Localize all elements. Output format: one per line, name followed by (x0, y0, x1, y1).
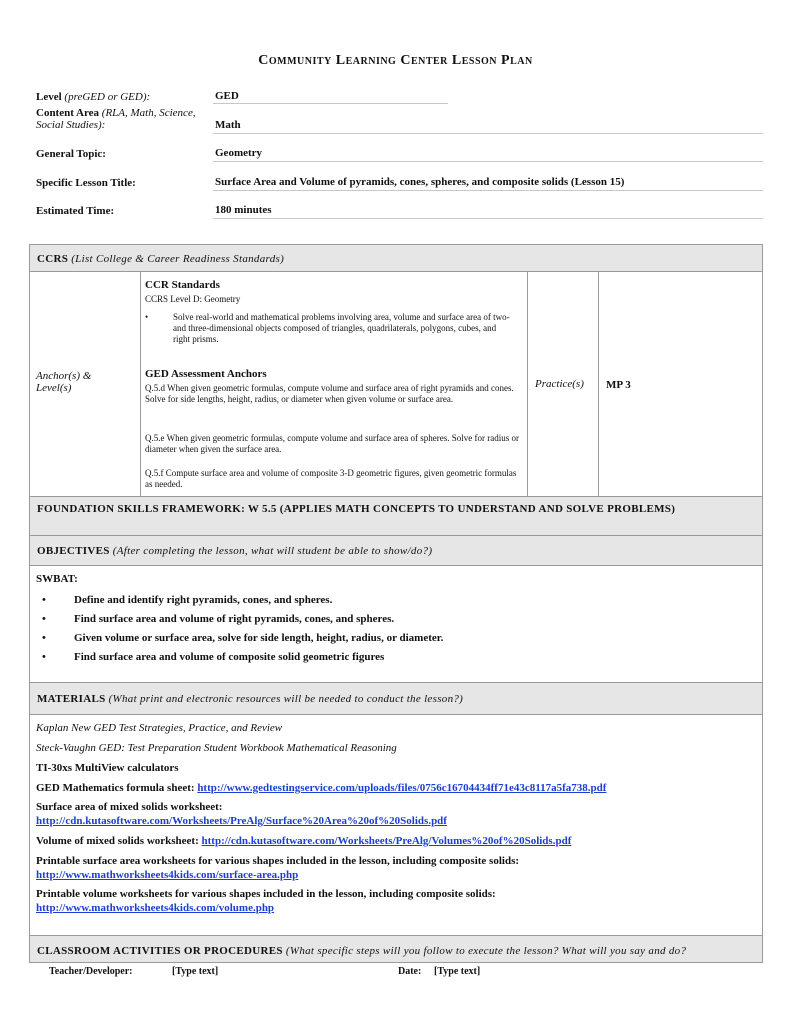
ccr-standards-title: CCR Standards (145, 279, 220, 291)
anchor-label: Anchor(s) & Level(s) (36, 370, 92, 394)
material-kaplan: Kaplan New GED Test Strategies, Practice, and Review (36, 722, 283, 734)
lesson-title-label: Specific Lesson Title: (36, 177, 136, 189)
ccrs-heading: CCRS (List College & Career Readiness Standards) (29, 244, 763, 272)
teacher-label: Teacher/Developer: (49, 966, 133, 977)
swbat-label: SWBAT: (36, 573, 78, 585)
volume-worksheet-link[interactable]: http://cdn.kutasoftware.com/Worksheets/PreAlg/Volumes%20of%20Solids.pdf (201, 835, 572, 847)
printable-sa-link-row (36, 869, 298, 882)
standards-cell (140, 271, 528, 497)
classroom-heading: CLASSROOM ACTIVITIES OR PROCEDURES (What specific steps will you follow to execute the lesson? What will you say and do? (29, 935, 763, 963)
time-value: 180 minutes (215, 204, 272, 216)
level-label: Level (preGED or GED): (36, 91, 151, 103)
printable-surface-area-link[interactable]: http://www.mathworksheets4kids.com/surface-area.php (36, 869, 299, 881)
practice-label: Practice(s) (535, 378, 584, 390)
date-value: [Type text] (434, 966, 481, 977)
content-area-value: Math (215, 119, 241, 131)
foundation-skills: FOUNDATION SKILLS FRAMEWORK: W 5.5 (APPLIES MATH CONCEPTS TO UNDERSTAND AND SOLVE PROBLEMS) (29, 496, 763, 536)
surface-area-worksheet-link[interactable]: http://cdn.kutasoftware.com/Worksheets/PreAlg/Surface%20Area%20of%20Solids.pdf (36, 815, 447, 827)
material-steck-vaughn: Steck-Vaughn GED: Test Preparation Student Workbook Mathematical Reasoning (36, 742, 397, 754)
practice-value-cell (598, 271, 763, 497)
ged-anchors-title: GED Assessment Anchors (145, 368, 267, 380)
list-item: • Find surface area and volume of right pyramids, cones, and spheres. (30, 610, 750, 629)
ged-anchor-q5e: Q.5.e When given geometric formulas, compute volume and surface area of spheres. Solve for radius or diameter when given the surface area. (145, 433, 519, 454)
page-title: Community Learning Center Lesson Plan (258, 53, 533, 68)
surface-area-link-row (36, 815, 447, 828)
objectives-list (30, 591, 750, 667)
topic-underline (213, 161, 763, 162)
level-underline (213, 103, 448, 104)
date-label: Date: (398, 966, 422, 977)
objectives-body (29, 565, 763, 683)
material-surface-label: Surface area of mixed solids worksheet: (36, 801, 223, 813)
content-area-label: Content Area (RLA, Math, Science, Social Studies): (36, 107, 196, 131)
lesson-underline (213, 190, 763, 191)
anchor-cell (29, 271, 141, 497)
material-volume-worksheet: Volume of mixed solids worksheet: http://cdn.kutasoftware.com/Worksheets/PreAlg/Volumes%20of%20Solids.pdf (36, 835, 572, 847)
lesson-title-value: Surface Area and Volume of pyramids, cones, spheres, and composite solids (Lesson 15) (215, 176, 625, 188)
material-formula-sheet: GED Mathematics formula sheet: http://www.gedtestingservice.com/uploads/files/0756c16704434ff71e43c8117a5fa738.pdf (36, 782, 607, 794)
list-item: • Define and identify right pyramids, cones, and spheres. (30, 591, 750, 610)
time-label: Estimated Time: (36, 205, 115, 217)
practice-value: MP 3 (606, 379, 631, 391)
objectives-heading: OBJECTIVES (After completing the lesson, what will student be able to show/do?) (29, 535, 763, 566)
list-item: • Find surface area and volume of composite solid geometric figures (30, 648, 750, 667)
ged-anchor-q5d: Q.5.d When given geometric formulas, compute volume and surface area of right pyramids and cones. Solve for side lengths, height, radius, or diameter when given volume or surface area. (145, 383, 514, 404)
material-calculators: TI-30xs MultiView calculators (36, 762, 179, 774)
ccr-level: CCRS Level D: Geometry (145, 294, 241, 304)
material-printable-sa-label: Printable surface area worksheets for various shapes included in the lesson, including composite solids: (36, 855, 520, 867)
ccr-bullet: • Solve real-world and mathematical problems involving area, volume and surface area of two- and three-dimensional objects composed of triangles, quadrilaterals, polygons, cubes, and right prisms. (145, 312, 510, 344)
time-underline (213, 218, 763, 219)
ged-anchor-q5f: Q.5.f Compute surface area and volume of composite 3-D geometric figures, given geometric formulas as needed. (145, 468, 517, 489)
topic-value: Geometry (215, 147, 263, 159)
printable-vol-link-row (36, 902, 274, 915)
formula-sheet-link[interactable]: http://www.gedtestingservice.com/uploads/files/0756c16704434ff71e43c8117a5fa738.pdf (197, 782, 607, 794)
teacher-value: [Type text] (172, 966, 219, 977)
practice-label-cell (527, 271, 599, 497)
materials-heading: MATERIALS (What print and electronic resources will be needed to conduct the lesson?) (29, 682, 763, 715)
material-printable-vol-label: Printable volume worksheets for various shapes included in the lesson, including composite solids: (36, 888, 496, 900)
level-value: GED (215, 90, 239, 102)
printable-volume-link[interactable]: http://www.mathworksheets4kids.com/volume.php (36, 902, 275, 914)
content-underline (213, 133, 763, 134)
list-item: • Given volume or surface area, solve for side length, height, radius, or diameter. (30, 629, 750, 648)
topic-label: General Topic: (36, 148, 106, 160)
